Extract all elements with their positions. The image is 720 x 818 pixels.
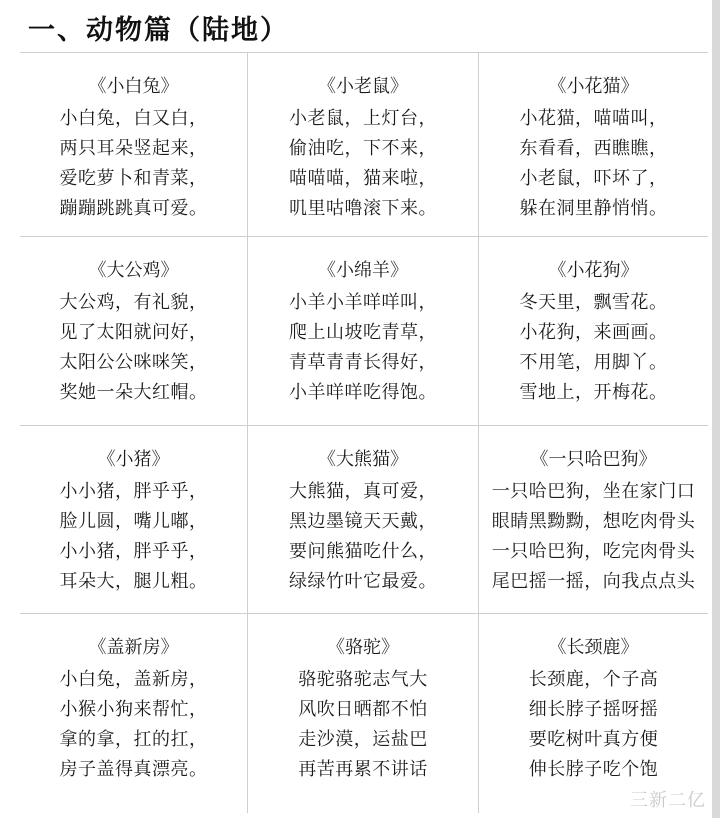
poem-line: 要问熊猫吃什么， bbox=[289, 541, 437, 562]
poem-line: 偷油吃，下不来， bbox=[289, 138, 437, 159]
poem-line: 脸儿圆，嘴儿嘟， bbox=[59, 511, 208, 532]
poem-line: 太阳公公咪咪笑， bbox=[59, 352, 208, 373]
poem-line: 见了太阳就问好， bbox=[59, 322, 208, 343]
poem-line: 喵喵喵，猫来啦， bbox=[289, 168, 437, 189]
poem-line: 蹦蹦跳跳真可爱。 bbox=[59, 198, 208, 219]
poem-line: 大熊猫，真可爱， bbox=[289, 481, 437, 502]
poem-cell bbox=[20, 237, 248, 426]
page-edge-shadow bbox=[712, 0, 720, 818]
poem-line: 小羊咩咩吃得饱。 bbox=[289, 382, 437, 403]
poem-line: 小羊小羊咩咩叫， bbox=[289, 292, 437, 313]
poem-title: 《小花猫》 bbox=[548, 76, 639, 97]
poem-line: 长颈鹿，个子高 bbox=[528, 669, 659, 690]
poem-line: 骆驼骆驼志气大 bbox=[298, 669, 428, 690]
poem-line: 冬天里，飘雪花。 bbox=[519, 292, 668, 313]
poem-cell bbox=[479, 614, 708, 813]
poem-cell bbox=[479, 237, 708, 426]
poem-line: 绿绿竹叶它最爱。 bbox=[289, 571, 437, 592]
poem-title: 《盖新房》 bbox=[88, 637, 179, 658]
poem-line: 小花狗，来画画。 bbox=[519, 322, 668, 343]
poem-title: 《骆驼》 bbox=[327, 637, 399, 658]
poem-line: 一只哈巴狗，坐在家门口 bbox=[491, 481, 696, 502]
poem-title: 《小花狗》 bbox=[548, 260, 639, 281]
poem-line: 黑边墨镜天天戴， bbox=[289, 511, 437, 532]
poem-line: 耳朵大，腿儿粗。 bbox=[59, 571, 208, 592]
poem-line: 奖她一朵大红帽。 bbox=[59, 382, 208, 403]
poem-title: 《小猪》 bbox=[97, 449, 170, 470]
poem-cell bbox=[479, 426, 708, 614]
poem-title: 《一只哈巴狗》 bbox=[530, 449, 657, 470]
poem-line: 一只哈巴狗，吃完肉骨头 bbox=[491, 541, 696, 562]
poem-line: 要吃树叶真方便 bbox=[528, 729, 659, 750]
poem-title: 《大熊猫》 bbox=[318, 449, 408, 470]
poem-line: 叽里咕噜滚下来。 bbox=[289, 198, 437, 219]
poem-line: 拿的拿，扛的扛， bbox=[59, 729, 208, 750]
poem-line: 爬上山坡吃青草， bbox=[289, 322, 437, 343]
poem-line: 细长脖子摇呀摇 bbox=[528, 699, 659, 720]
watermark-text: 三新二亿 bbox=[630, 790, 706, 811]
poem-cell bbox=[248, 237, 479, 426]
poem-title: 《大公鸡》 bbox=[88, 260, 179, 281]
poem-line: 两只耳朵竖起来， bbox=[59, 138, 208, 159]
poem-line: 小老鼠，吓坏了， bbox=[519, 168, 668, 189]
poem-line: 伸长脖子吃个饱 bbox=[528, 759, 659, 780]
poem-cell bbox=[20, 614, 248, 813]
poem-title: 《长颈鹿》 bbox=[548, 637, 639, 658]
poem-line: 东看看，西瞧瞧， bbox=[519, 138, 668, 159]
page-heading: 一、动物篇（陆地） bbox=[28, 15, 289, 46]
poem-title: 《小白兔》 bbox=[88, 76, 179, 97]
poem-line: 爱吃萝卜和青菜， bbox=[59, 168, 208, 189]
poem-line: 不用笔，用脚丫。 bbox=[519, 352, 668, 373]
poem-line: 再苦再累不讲话 bbox=[298, 759, 428, 780]
poem-line: 尾巴摇一摇，向我点点头 bbox=[491, 571, 696, 592]
poem-line: 小小猪，胖乎乎， bbox=[59, 481, 208, 502]
poem-cell bbox=[20, 426, 248, 614]
poem-line: 小白兔，盖新房， bbox=[59, 669, 208, 690]
poem-line: 小老鼠，上灯台， bbox=[289, 108, 437, 129]
poem-line: 小白兔，白又白， bbox=[59, 108, 208, 129]
poem-line: 小小猪，胖乎乎， bbox=[59, 541, 208, 562]
poem-cell bbox=[248, 614, 479, 813]
poem-line: 小花猫，喵喵叫， bbox=[519, 108, 668, 129]
poem-line: 风吹日晒都不怕 bbox=[298, 699, 428, 720]
poem-line: 眼睛黑黝黝，想吃肉骨头 bbox=[491, 511, 696, 532]
poem-cell bbox=[479, 53, 708, 237]
poem-line: 大公鸡，有礼貌， bbox=[59, 292, 208, 313]
poem-cell bbox=[248, 53, 479, 237]
poem-line: 雪地上，开梅花。 bbox=[519, 382, 668, 403]
poem-line: 青草青青长得好， bbox=[289, 352, 437, 373]
poem-title: 《小老鼠》 bbox=[318, 76, 408, 97]
poem-cell bbox=[248, 426, 479, 614]
poem-line: 小猴小狗来帮忙， bbox=[59, 699, 208, 720]
poem-line: 走沙漠，运盐巴 bbox=[298, 729, 428, 750]
poem-grid bbox=[20, 52, 708, 813]
poem-title: 《小绵羊》 bbox=[318, 260, 408, 281]
poem-line: 房子盖得真漂亮。 bbox=[59, 759, 208, 780]
poem-cell bbox=[20, 53, 248, 237]
poem-line: 躲在洞里静悄悄。 bbox=[519, 198, 668, 219]
